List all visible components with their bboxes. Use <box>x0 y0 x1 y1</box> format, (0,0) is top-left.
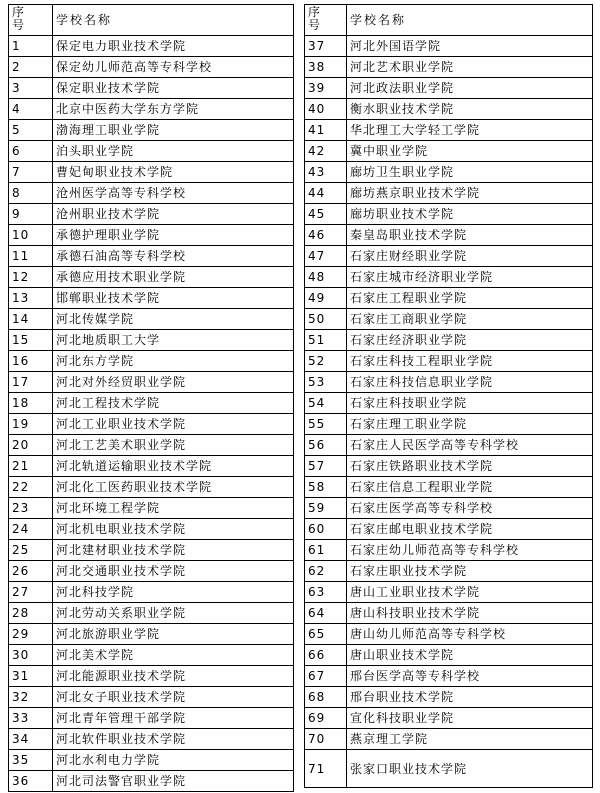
row-number: 36 <box>9 771 53 792</box>
table-row <box>9 435 294 456</box>
school-name: 河北软件职业技术学院 <box>53 729 294 750</box>
school-name: 唐山工业职业技术学院 <box>347 582 593 603</box>
table-row <box>9 771 294 792</box>
header-name: 学校名称 <box>53 5 294 36</box>
table-row <box>9 708 294 729</box>
school-name: 河北交通职业技术学院 <box>53 561 294 582</box>
row-number: 30 <box>9 645 53 666</box>
row-number: 50 <box>305 309 347 330</box>
table-row <box>305 309 593 330</box>
school-name: 石家庄科技信息职业学院 <box>347 372 593 393</box>
school-name: 河北东方学院 <box>53 351 294 372</box>
header-no-label: 序号 <box>308 4 321 32</box>
school-name: 石家庄邮电职业技术学院 <box>347 519 593 540</box>
table-row <box>9 498 294 519</box>
row-number: 24 <box>9 519 53 540</box>
row-number: 9 <box>9 204 53 225</box>
school-name: 河北工业职业技术学院 <box>53 414 294 435</box>
row-number: 31 <box>9 666 53 687</box>
row-number: 60 <box>305 519 347 540</box>
school-name: 衡水职业技术学院 <box>347 99 593 120</box>
table-row <box>305 99 593 120</box>
table-row <box>305 78 593 99</box>
school-table-right-body <box>305 5 593 788</box>
header-no <box>9 5 53 36</box>
school-name: 河北科技学院 <box>53 582 294 603</box>
school-name: 石家庄职业技术学院 <box>347 561 593 582</box>
school-name: 石家庄信息工程职业学院 <box>347 477 593 498</box>
table-row <box>9 624 294 645</box>
table-row <box>305 456 593 477</box>
school-name: 河北司法警官职业学院 <box>53 771 294 792</box>
row-number: 59 <box>305 498 347 519</box>
school-name: 石家庄城市经济职业学院 <box>347 267 593 288</box>
table-row <box>305 603 593 624</box>
row-number: 8 <box>9 183 53 204</box>
school-name: 宣化科技职业学院 <box>347 708 593 729</box>
row-number: 12 <box>9 267 53 288</box>
header-no-label: 序号 <box>12 4 25 32</box>
table-row <box>305 687 593 708</box>
header-name: 学校名称 <box>347 5 593 36</box>
school-name: 河北传媒学院 <box>53 309 294 330</box>
row-number: 68 <box>305 687 347 708</box>
row-number: 7 <box>9 162 53 183</box>
school-name: 河北轨道运输职业技术学院 <box>53 456 294 477</box>
row-number: 4 <box>9 99 53 120</box>
row-number: 56 <box>305 435 347 456</box>
school-name: 石家庄理工职业学院 <box>347 414 593 435</box>
school-name: 华北理工大学轻工学院 <box>347 120 593 141</box>
row-number: 16 <box>9 351 53 372</box>
school-name: 石家庄工商职业学院 <box>347 309 593 330</box>
school-name: 河北环境工程学院 <box>53 498 294 519</box>
row-number: 69 <box>305 708 347 729</box>
table-row <box>305 183 593 204</box>
school-name: 唐山科技职业技术学院 <box>347 603 593 624</box>
table-row <box>305 582 593 603</box>
row-number: 55 <box>305 414 347 435</box>
school-name: 河北工程技术学院 <box>53 393 294 414</box>
table-row <box>9 246 294 267</box>
table-row <box>305 204 593 225</box>
table-row <box>305 141 593 162</box>
row-number: 34 <box>9 729 53 750</box>
school-name: 河北机电职业技术学院 <box>53 519 294 540</box>
table-row <box>305 498 593 519</box>
school-name: 石家庄医学高等专科学校 <box>347 498 593 519</box>
table-row <box>9 162 294 183</box>
school-name: 承德石油高等专科学校 <box>53 246 294 267</box>
row-number: 14 <box>9 309 53 330</box>
table-row <box>9 729 294 750</box>
row-number: 25 <box>9 540 53 561</box>
table-row <box>305 624 593 645</box>
table-row <box>9 288 294 309</box>
school-name: 保定职业技术学院 <box>53 78 294 99</box>
row-number: 17 <box>9 372 53 393</box>
school-name: 河北青年管理干部学院 <box>53 708 294 729</box>
row-number: 21 <box>9 456 53 477</box>
row-number: 41 <box>305 120 347 141</box>
school-name: 河北化工医药职业技术学院 <box>53 477 294 498</box>
row-number: 35 <box>9 750 53 771</box>
table-row <box>9 603 294 624</box>
row-number: 32 <box>9 687 53 708</box>
row-number: 18 <box>9 393 53 414</box>
school-name: 河北地质职工大学 <box>53 330 294 351</box>
row-number: 54 <box>305 393 347 414</box>
row-number: 2 <box>9 57 53 78</box>
table-row <box>9 120 294 141</box>
school-name: 唐山职业技术学院 <box>347 645 593 666</box>
row-number: 5 <box>9 120 53 141</box>
school-name: 石家庄工程职业学院 <box>347 288 593 309</box>
table-row <box>305 645 593 666</box>
school-name: 承德护理职业学院 <box>53 225 294 246</box>
school-name: 河北工艺美术职业学院 <box>53 435 294 456</box>
table-row <box>9 393 294 414</box>
row-number: 19 <box>9 414 53 435</box>
row-number: 44 <box>305 183 347 204</box>
row-number: 15 <box>9 330 53 351</box>
school-name: 石家庄财经职业学院 <box>347 246 593 267</box>
row-number: 47 <box>305 246 347 267</box>
table-row <box>9 36 294 57</box>
school-name: 保定电力职业技术学院 <box>53 36 294 57</box>
school-name: 邢台职业技术学院 <box>347 687 593 708</box>
table-header-row <box>305 5 593 36</box>
table-row <box>305 708 593 729</box>
school-name: 唐山幼儿师范高等专科学校 <box>347 624 593 645</box>
school-name: 石家庄科技工程职业学院 <box>347 351 593 372</box>
school-name: 河北劳动关系职业学院 <box>53 603 294 624</box>
header-no <box>305 5 347 36</box>
table-row <box>9 645 294 666</box>
row-number: 45 <box>305 204 347 225</box>
school-name: 廊坊卫生职业学院 <box>347 162 593 183</box>
table-row <box>9 183 294 204</box>
table-row <box>305 750 593 788</box>
school-name: 河北政法职业学院 <box>347 78 593 99</box>
table-row <box>9 582 294 603</box>
table-row <box>305 666 593 687</box>
school-name: 石家庄幼儿师范高等专科学校 <box>347 540 593 561</box>
school-table-left <box>8 4 294 792</box>
row-number: 37 <box>305 36 347 57</box>
school-name: 张家口职业技术学院 <box>347 750 593 788</box>
table-row <box>9 351 294 372</box>
school-name: 泊头职业学院 <box>53 141 294 162</box>
school-name: 廊坊燕京职业技术学院 <box>347 183 593 204</box>
row-number: 42 <box>305 141 347 162</box>
table-row <box>9 225 294 246</box>
row-number: 6 <box>9 141 53 162</box>
table-row <box>305 288 593 309</box>
row-number: 27 <box>9 582 53 603</box>
school-name: 石家庄人民医学高等专科学校 <box>347 435 593 456</box>
table-row <box>9 456 294 477</box>
table-row <box>305 351 593 372</box>
row-number: 29 <box>9 624 53 645</box>
table-row <box>9 561 294 582</box>
table-row <box>9 99 294 120</box>
row-number: 51 <box>305 330 347 351</box>
school-name: 河北外国语学院 <box>347 36 593 57</box>
table-row <box>305 120 593 141</box>
table-row <box>305 372 593 393</box>
row-number: 63 <box>305 582 347 603</box>
row-number: 52 <box>305 351 347 372</box>
table-row <box>305 414 593 435</box>
row-number: 65 <box>305 624 347 645</box>
school-table-left-body <box>9 5 294 792</box>
row-number: 10 <box>9 225 53 246</box>
table-row <box>9 309 294 330</box>
school-name: 河北建材职业技术学院 <box>53 540 294 561</box>
table-row <box>305 393 593 414</box>
row-number: 28 <box>9 603 53 624</box>
table-row <box>305 57 593 78</box>
school-name: 石家庄经济职业学院 <box>347 330 593 351</box>
school-name: 河北能源职业技术学院 <box>53 666 294 687</box>
school-name: 曹妃甸职业技术学院 <box>53 162 294 183</box>
row-number: 22 <box>9 477 53 498</box>
row-number: 40 <box>305 99 347 120</box>
row-number: 23 <box>9 498 53 519</box>
table-row <box>9 204 294 225</box>
table-row <box>305 246 593 267</box>
row-number: 1 <box>9 36 53 57</box>
school-name: 河北美术学院 <box>53 645 294 666</box>
table-row <box>9 372 294 393</box>
table-row <box>9 57 294 78</box>
table-row <box>9 666 294 687</box>
school-name: 河北对外经贸职业学院 <box>53 372 294 393</box>
school-name: 石家庄科技职业学院 <box>347 393 593 414</box>
school-name: 河北女子职业技术学院 <box>53 687 294 708</box>
school-name: 秦皇岛职业技术学院 <box>347 225 593 246</box>
row-number: 64 <box>305 603 347 624</box>
table-row <box>9 750 294 771</box>
row-number: 58 <box>305 477 347 498</box>
row-number: 49 <box>305 288 347 309</box>
row-number: 38 <box>305 57 347 78</box>
row-number: 53 <box>305 372 347 393</box>
table-row <box>305 477 593 498</box>
school-name: 邯郸职业技术学院 <box>53 288 294 309</box>
school-name: 廊坊职业技术学院 <box>347 204 593 225</box>
school-name: 承德应用技术职业学院 <box>53 267 294 288</box>
row-number: 57 <box>305 456 347 477</box>
table-row <box>305 330 593 351</box>
row-number: 62 <box>305 561 347 582</box>
table-row <box>9 540 294 561</box>
table-header-row <box>9 5 294 36</box>
row-number: 43 <box>305 162 347 183</box>
row-number: 61 <box>305 540 347 561</box>
school-name: 石家庄铁路职业技术学院 <box>347 456 593 477</box>
table-row <box>305 225 593 246</box>
table-row <box>9 330 294 351</box>
table-row <box>305 267 593 288</box>
table-row <box>305 729 593 750</box>
table-row <box>305 519 593 540</box>
row-number: 46 <box>305 225 347 246</box>
school-name: 河北艺术职业学院 <box>347 57 593 78</box>
school-name: 沧州职业技术学院 <box>53 204 294 225</box>
school-name: 河北旅游职业学院 <box>53 624 294 645</box>
row-number: 11 <box>9 246 53 267</box>
table-row <box>9 687 294 708</box>
school-name: 沧州医学高等专科学校 <box>53 183 294 204</box>
row-number: 26 <box>9 561 53 582</box>
table-row <box>9 414 294 435</box>
row-number: 67 <box>305 666 347 687</box>
row-number: 13 <box>9 288 53 309</box>
school-name: 冀中职业学院 <box>347 141 593 162</box>
school-table-right <box>304 4 593 788</box>
table-row <box>9 519 294 540</box>
school-name: 邢台医学高等专科学校 <box>347 666 593 687</box>
table-row <box>305 162 593 183</box>
row-number: 71 <box>305 750 347 788</box>
table-row <box>305 36 593 57</box>
row-number: 48 <box>305 267 347 288</box>
school-name: 渤海理工职业学院 <box>53 120 294 141</box>
school-name: 河北水利电力学院 <box>53 750 294 771</box>
row-number: 66 <box>305 645 347 666</box>
school-name: 燕京理工学院 <box>347 729 593 750</box>
table-row <box>9 141 294 162</box>
table-row <box>305 561 593 582</box>
row-number: 70 <box>305 729 347 750</box>
row-number: 39 <box>305 78 347 99</box>
school-name: 北京中医药大学东方学院 <box>53 99 294 120</box>
table-row <box>305 540 593 561</box>
table-row <box>9 477 294 498</box>
row-number: 20 <box>9 435 53 456</box>
row-number: 33 <box>9 708 53 729</box>
row-number: 3 <box>9 78 53 99</box>
table-row <box>9 78 294 99</box>
table-row <box>305 435 593 456</box>
school-name: 保定幼儿师范高等专科学校 <box>53 57 294 78</box>
table-row <box>9 267 294 288</box>
